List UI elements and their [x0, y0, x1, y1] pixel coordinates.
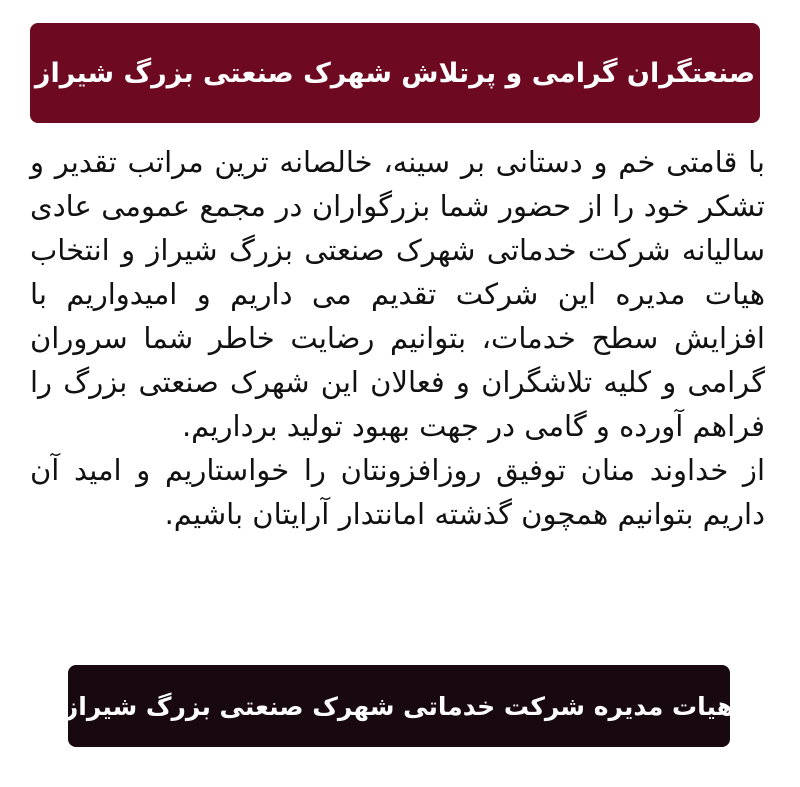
- message-paragraph-1: با قامتی خم و دستانی بر سینه، خالصانه ترین مراتب تقدیر و تشکر خود را از حضور شما بزرگواران در مجمع عمومی عادی سالیانه شرکت خدماتی شهرک صنعتی بزرگ شیراز و انتخاب هیات مدیره این شرکت تقدیم می داریم و امیدواریم با افزایش سطح خدمات، بتوانیم رضایت خاطر شما سروران گرامی و کلیه تلاشگران و فعالان این شهرک صنعتی بزرگ را فراهم آورده و گامی در جهت بهبود تولید برداریم.: [30, 145, 765, 443]
- header-banner: [30, 23, 760, 123]
- message-paragraph-2: از خداوند منان توفیق روزافزونتان را خواستاریم و امید آن داریم بتوانیم همچون گذشته امانتدار آرایتان باشیم.: [30, 453, 765, 531]
- message-body: [30, 140, 765, 536]
- header-title: صنعتگران گرامی و پرتلاش شهرک صنعتی بزرگ شیراز: [34, 57, 756, 89]
- footer-banner: [63, 665, 735, 747]
- footer-signature: هیات مدیره شرکت خدماتی شهرک صنعتی بزرگ شیراز: [63, 691, 735, 721]
